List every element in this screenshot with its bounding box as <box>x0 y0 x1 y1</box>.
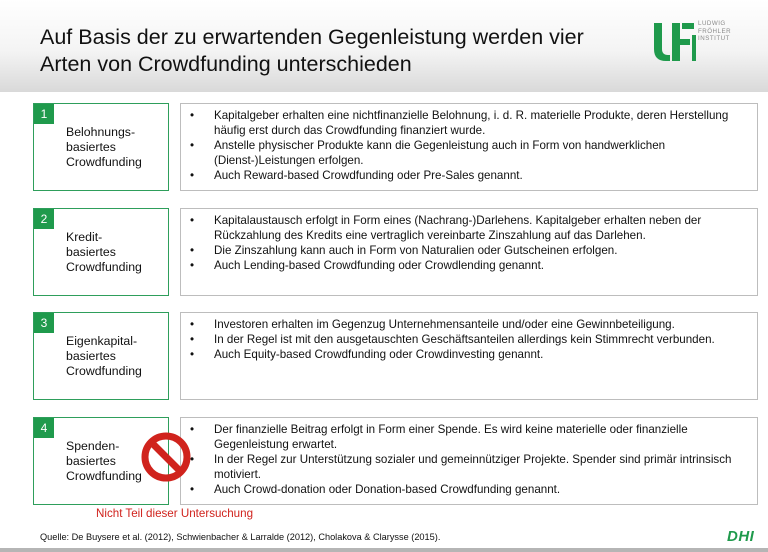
bullet-icon: • <box>190 168 195 182</box>
bullet-text: Kapitalaustausch erfolgt in Form eines (Nachrang-)Darlehens. Kapitalgeber erhalten neben der Rückzahlung des Kredits eine vertraglich vereinbarte Zinszahlung auf das Darlehen. <box>214 214 702 242</box>
slide-title-line-2: Arten von Crowdfunding unterschieden <box>40 52 412 76</box>
logo-text-line: INSTITUT <box>698 35 730 43</box>
bullet-icon: • <box>190 452 195 466</box>
bullet-icon: • <box>190 214 195 227</box>
category-label <box>66 125 142 170</box>
category-label-line: basiertes <box>66 140 116 154</box>
category-row-1 <box>33 103 758 191</box>
bullet-icon: • <box>190 258 195 272</box>
bullet-text: Auch Reward-based Crowdfunding oder Pre-Sales genannt. <box>214 168 523 182</box>
category-box <box>33 312 169 400</box>
bullet-icon: • <box>190 332 195 346</box>
category-label <box>66 439 142 484</box>
bullet-icon: • <box>190 243 195 257</box>
slide-title-line-1: Auf Basis der zu erwartenden Gegenleistung werden vier <box>40 25 584 49</box>
description-bullet <box>181 169 749 184</box>
prohibition-sign-icon <box>140 431 195 483</box>
description-list <box>181 418 757 498</box>
description-list <box>181 313 757 363</box>
description-bullet <box>181 109 749 139</box>
description-bullet <box>181 259 749 274</box>
bullet-icon: • <box>190 423 195 436</box>
description-bullet <box>181 423 749 453</box>
bullet-text: Kapitalgeber erhalten eine nichtfinanzielle Belohnung, i. d. R. materielle Produkte, deren Herstellung häufig erst durch das Crowdfunding finanziert wurde. <box>214 109 729 137</box>
category-row-3 <box>33 312 758 400</box>
description-bullet <box>181 453 749 483</box>
description-bullet <box>181 244 749 259</box>
category-label <box>66 334 142 379</box>
description-box <box>180 103 758 191</box>
category-label <box>66 230 142 275</box>
description-bullet <box>181 333 749 348</box>
description-list <box>181 209 757 274</box>
slide-title <box>40 24 584 78</box>
description-bullet <box>181 483 749 498</box>
bullet-icon: • <box>190 138 195 152</box>
category-label-line: Crowdfunding <box>66 364 142 378</box>
description-list <box>181 104 757 184</box>
description-bullet <box>181 139 749 169</box>
category-row-2 <box>33 208 758 296</box>
category-box <box>33 208 169 296</box>
footer-brand-logo: DHI <box>727 528 755 545</box>
footer-divider <box>0 548 768 552</box>
description-box <box>180 312 758 400</box>
category-label-line: Crowdfunding <box>66 155 142 169</box>
category-label-line: Crowdfunding <box>66 260 142 274</box>
bullet-text: In der Regel zur Unterstützung sozialer und gemeinnütziger Projekte. Spender sind primär intrinsisch motiviert. <box>214 452 732 481</box>
description-box <box>180 208 758 296</box>
bullet-icon: • <box>190 347 195 361</box>
bullet-icon: • <box>190 109 195 122</box>
category-number: 4 <box>34 418 54 438</box>
description-box <box>180 417 758 505</box>
logo-text-line: LUDWIG <box>698 20 726 27</box>
category-number: 2 <box>34 209 54 229</box>
bullet-icon: • <box>190 482 195 496</box>
category-box <box>33 103 169 191</box>
category-label-line: basiertes <box>66 349 116 363</box>
category-label-line: basiertes <box>66 454 116 468</box>
bullet-text: Auch Crowd-donation oder Donation-based Crowdfunding genannt. <box>214 482 561 496</box>
category-number: 3 <box>34 313 54 333</box>
bullet-text: Investoren erhalten im Gegenzug Unternehmensanteile und/oder eine Gewinnbeteiligung. <box>214 318 675 331</box>
category-label-line: Crowdfunding <box>66 469 142 483</box>
bullet-text: Anstelle physischer Produkte kann die Gegenleistung auch in Form von handwerklichen (Dienst-)Leistungen erfolgen. <box>214 138 666 167</box>
source-citation: Quelle: De Buysere et al. (2012), Schwienbacher & Larralde (2012), Cholakova & Clarysse (2015). <box>40 532 441 542</box>
bullet-text: In der Regel ist mit den ausgetauschten Geschäftsanteilen allerdings kein Stimmrecht verbunden. <box>214 332 715 346</box>
bullet-text: Auch Lending-based Crowdfunding oder Crowdlending genannt. <box>214 258 545 272</box>
category-label-line: basiertes <box>66 245 116 259</box>
logo-text-line: FRÖHLER <box>698 27 732 35</box>
category-label-line: Eigenkapital- <box>66 334 138 348</box>
bullet-icon: • <box>190 318 195 331</box>
institute-logo-text <box>698 20 731 43</box>
category-number: 1 <box>34 104 54 124</box>
description-bullet <box>181 214 749 244</box>
category-label-line: Kredit- <box>66 230 103 244</box>
bullet-text: Auch Equity-based Crowdfunding oder Crowdinvesting genannt. <box>214 347 544 361</box>
category-label-line: Spenden- <box>66 439 120 453</box>
bullet-text: Die Zinszahlung kann auch in Form von Naturalien oder Gutscheinen erfolgen. <box>214 243 618 257</box>
not-part-note: Nicht Teil dieser Untersuchung <box>96 507 254 520</box>
category-label-line: Belohnungs- <box>66 125 136 139</box>
description-bullet <box>181 348 749 363</box>
bullet-text: Der finanzielle Beitrag erfolgt in Form einer Spende. Es wird keine materielle oder finanzielle Gegenleistung erwartet. <box>214 423 688 451</box>
slide-header <box>0 0 768 92</box>
description-bullet <box>181 318 749 333</box>
